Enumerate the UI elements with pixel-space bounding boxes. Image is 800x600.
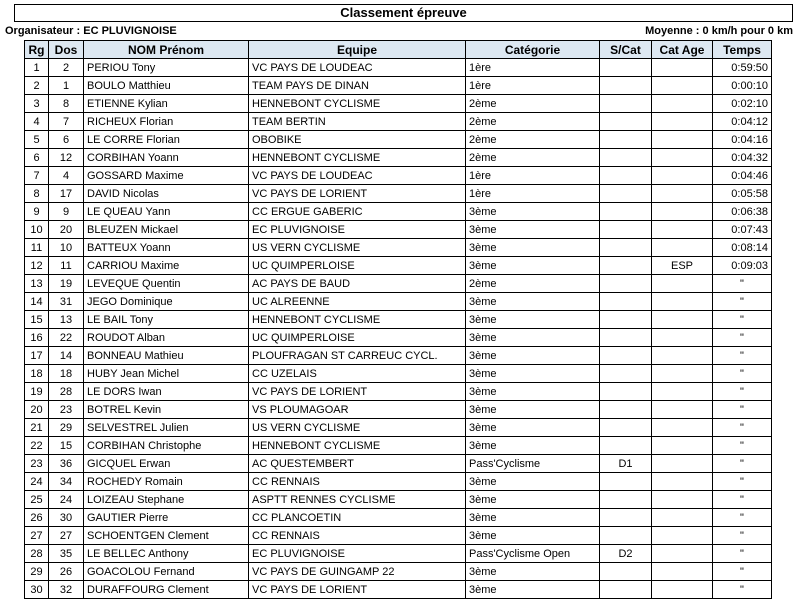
cell-dossard: 12 [49, 149, 84, 167]
cell-team: CC PLANCOETIN [249, 509, 466, 527]
cell-subcategory [600, 239, 652, 257]
cell-time: 0:09:03 [713, 257, 772, 275]
cell-subcategory [600, 77, 652, 95]
cell-age-category [652, 59, 713, 77]
table-row [25, 167, 772, 185]
table-row [25, 581, 772, 599]
cell-subcategory [600, 491, 652, 509]
cell-time: " [713, 293, 772, 311]
cell-category: 3ème [466, 311, 600, 329]
cell-team: HENNEBONT CYCLISME [249, 437, 466, 455]
cell-subcategory [600, 509, 652, 527]
cell-rank: 23 [25, 455, 49, 473]
table-row [25, 347, 772, 365]
table-row [25, 113, 772, 131]
cell-subcategory: D1 [600, 455, 652, 473]
cell-rank: 30 [25, 581, 49, 599]
table-row [25, 311, 772, 329]
cell-time: 0:02:10 [713, 95, 772, 113]
cell-dossard: 14 [49, 347, 84, 365]
cell-rank: 17 [25, 347, 49, 365]
cell-rank: 28 [25, 545, 49, 563]
cell-time: " [713, 401, 772, 419]
cell-time: 0:04:16 [713, 131, 772, 149]
cell-dossard: 7 [49, 113, 84, 131]
cell-time: 0:07:43 [713, 221, 772, 239]
cell-time: " [713, 509, 772, 527]
cell-category: 3ème [466, 257, 600, 275]
cell-age-category [652, 563, 713, 581]
table-row [25, 383, 772, 401]
cell-age-category [652, 293, 713, 311]
cell-team: ASPTT RENNES CYCLISME [249, 491, 466, 509]
cell-dossard: 4 [49, 167, 84, 185]
table-row [25, 275, 772, 293]
cell-time: " [713, 347, 772, 365]
cell-name: LOIZEAU Stephane [84, 491, 249, 509]
table-row [25, 419, 772, 437]
results-table [24, 40, 772, 599]
cell-subcategory [600, 167, 652, 185]
cell-category: 3ème [466, 473, 600, 491]
cell-time: " [713, 491, 772, 509]
cell-team: VC PAYS DE LOUDEAC [249, 167, 466, 185]
cell-dossard: 24 [49, 491, 84, 509]
cell-dossard: 29 [49, 419, 84, 437]
cell-team: OBOBIKE [249, 131, 466, 149]
cell-team: CC UZELAIS [249, 365, 466, 383]
cell-subcategory [600, 383, 652, 401]
cell-team: UC ALREENNE [249, 293, 466, 311]
table-header-row [25, 41, 772, 59]
cell-subcategory [600, 185, 652, 203]
column-header-dos: Dos [49, 41, 84, 59]
cell-age-category [652, 275, 713, 293]
cell-subcategory [600, 59, 652, 77]
cell-subcategory [600, 365, 652, 383]
cell-team: UC QUIMPERLOISE [249, 329, 466, 347]
cell-rank: 19 [25, 383, 49, 401]
cell-rank: 12 [25, 257, 49, 275]
cell-category: 3ème [466, 509, 600, 527]
cell-time: " [713, 581, 772, 599]
cell-name: GICQUEL Erwan [84, 455, 249, 473]
cell-subcategory [600, 257, 652, 275]
cell-dossard: 30 [49, 509, 84, 527]
cell-category: 3ème [466, 383, 600, 401]
cell-team: US VERN CYCLISME [249, 239, 466, 257]
cell-age-category [652, 419, 713, 437]
cell-subcategory [600, 95, 652, 113]
cell-name: LE QUEAU Yann [84, 203, 249, 221]
cell-dossard: 32 [49, 581, 84, 599]
cell-dossard: 17 [49, 185, 84, 203]
cell-name: LE BAIL Tony [84, 311, 249, 329]
cell-team: VC PAYS DE LORIENT [249, 185, 466, 203]
cell-time: " [713, 527, 772, 545]
cell-category: 2ème [466, 95, 600, 113]
cell-age-category [652, 401, 713, 419]
cell-category: 2ème [466, 131, 600, 149]
cell-dossard: 15 [49, 437, 84, 455]
cell-rank: 2 [25, 77, 49, 95]
cell-age-category: ESP [652, 257, 713, 275]
cell-rank: 10 [25, 221, 49, 239]
cell-dossard: 27 [49, 527, 84, 545]
cell-category: 3ème [466, 365, 600, 383]
cell-dossard: 9 [49, 203, 84, 221]
cell-subcategory [600, 347, 652, 365]
cell-subcategory [600, 329, 652, 347]
cell-name: BOULO Matthieu [84, 77, 249, 95]
cell-age-category [652, 329, 713, 347]
organisateur-label: Organisateur : EC PLUVIGNOISE [5, 25, 177, 37]
table-row [25, 131, 772, 149]
cell-name: HUBY Jean Michel [84, 365, 249, 383]
cell-time: " [713, 473, 772, 491]
cell-age-category [652, 383, 713, 401]
cell-rank: 21 [25, 419, 49, 437]
cell-rank: 8 [25, 185, 49, 203]
table-row [25, 203, 772, 221]
cell-dossard: 20 [49, 221, 84, 239]
cell-rank: 15 [25, 311, 49, 329]
cell-time: 0:04:12 [713, 113, 772, 131]
cell-name: SELVESTREL Julien [84, 419, 249, 437]
table-row [25, 473, 772, 491]
cell-team: US VERN CYCLISME [249, 419, 466, 437]
cell-age-category [652, 221, 713, 239]
cell-dossard: 31 [49, 293, 84, 311]
cell-category: 2ème [466, 113, 600, 131]
cell-subcategory: D2 [600, 545, 652, 563]
cell-category: 3ème [466, 221, 600, 239]
cell-time: 0:04:32 [713, 149, 772, 167]
cell-name: BLEUZEN Mickael [84, 221, 249, 239]
cell-rank: 22 [25, 437, 49, 455]
cell-rank: 9 [25, 203, 49, 221]
cell-name: PERIOU Tony [84, 59, 249, 77]
cell-dossard: 18 [49, 365, 84, 383]
cell-dossard: 26 [49, 563, 84, 581]
cell-category: Pass'Cyclisme Open [466, 545, 600, 563]
column-header-equipe: Equipe [249, 41, 466, 59]
table-row [25, 329, 772, 347]
table-body [25, 59, 772, 599]
cell-subcategory [600, 113, 652, 131]
cell-name: JEGO Dominique [84, 293, 249, 311]
cell-age-category [652, 473, 713, 491]
cell-rank: 20 [25, 401, 49, 419]
cell-subcategory [600, 437, 652, 455]
cell-team: UC QUIMPERLOISE [249, 257, 466, 275]
cell-dossard: 22 [49, 329, 84, 347]
cell-name: CORBIHAN Yoann [84, 149, 249, 167]
cell-team: CC RENNAIS [249, 527, 466, 545]
cell-subcategory [600, 311, 652, 329]
cell-age-category [652, 203, 713, 221]
cell-name: BATTEUX Yoann [84, 239, 249, 257]
cell-name: DAVID Nicolas [84, 185, 249, 203]
cell-time: 0:05:58 [713, 185, 772, 203]
table-row [25, 437, 772, 455]
cell-name: GOSSARD Maxime [84, 167, 249, 185]
cell-rank: 11 [25, 239, 49, 257]
cell-rank: 4 [25, 113, 49, 131]
cell-category: 3ème [466, 293, 600, 311]
cell-rank: 25 [25, 491, 49, 509]
table-row [25, 95, 772, 113]
cell-time: 0:04:46 [713, 167, 772, 185]
table-row [25, 149, 772, 167]
cell-rank: 27 [25, 527, 49, 545]
cell-age-category [652, 185, 713, 203]
table-row [25, 77, 772, 95]
cell-dossard: 34 [49, 473, 84, 491]
cell-rank: 26 [25, 509, 49, 527]
cell-team: VS PLOUMAGOAR [249, 401, 466, 419]
cell-subcategory [600, 149, 652, 167]
cell-team: HENNEBONT CYCLISME [249, 149, 466, 167]
cell-name: GAUTIER Pierre [84, 509, 249, 527]
cell-dossard: 6 [49, 131, 84, 149]
cell-name: DURAFFOURG Clement [84, 581, 249, 599]
cell-team: AC QUESTEMBERT [249, 455, 466, 473]
cell-time: 0:59:50 [713, 59, 772, 77]
moyenne-label: Moyenne : 0 km/h pour 0 km [645, 25, 793, 37]
cell-name: CORBIHAN Christophe [84, 437, 249, 455]
cell-category: 3ème [466, 437, 600, 455]
cell-subcategory [600, 203, 652, 221]
table-row [25, 563, 772, 581]
cell-rank: 6 [25, 149, 49, 167]
cell-dossard: 11 [49, 257, 84, 275]
cell-age-category [652, 239, 713, 257]
cell-name: LE BELLEC Anthony [84, 545, 249, 563]
cell-subcategory [600, 527, 652, 545]
cell-team: HENNEBONT CYCLISME [249, 95, 466, 113]
cell-name: ETIENNE Kylian [84, 95, 249, 113]
cell-team: TEAM PAYS DE DINAN [249, 77, 466, 95]
cell-subcategory [600, 131, 652, 149]
cell-time: " [713, 329, 772, 347]
table-row [25, 545, 772, 563]
cell-rank: 5 [25, 131, 49, 149]
cell-subcategory [600, 581, 652, 599]
cell-subcategory [600, 293, 652, 311]
cell-time: " [713, 383, 772, 401]
cell-team: VC PAYS DE GUINGAMP 22 [249, 563, 466, 581]
cell-rank: 13 [25, 275, 49, 293]
cell-age-category [652, 509, 713, 527]
cell-category: 3ème [466, 347, 600, 365]
cell-team: EC PLUVIGNOISE [249, 545, 466, 563]
cell-rank: 29 [25, 563, 49, 581]
cell-rank: 16 [25, 329, 49, 347]
cell-category: Pass'Cyclisme [466, 455, 600, 473]
table-row [25, 185, 772, 203]
column-header-temps: Temps [713, 41, 772, 59]
table-row [25, 455, 772, 473]
cell-age-category [652, 131, 713, 149]
cell-name: LEVEQUE Quentin [84, 275, 249, 293]
table-row [25, 491, 772, 509]
cell-age-category [652, 581, 713, 599]
cell-age-category [652, 491, 713, 509]
cell-rank: 1 [25, 59, 49, 77]
cell-team: PLOUFRAGAN ST CARREUC CYCL. [249, 347, 466, 365]
table-row [25, 293, 772, 311]
cell-age-category [652, 149, 713, 167]
cell-rank: 18 [25, 365, 49, 383]
cell-time: " [713, 437, 772, 455]
cell-time: " [713, 563, 772, 581]
cell-age-category [652, 167, 713, 185]
table-row [25, 257, 772, 275]
cell-name: CARRIOU Maxime [84, 257, 249, 275]
table-row [25, 365, 772, 383]
cell-category: 2ème [466, 275, 600, 293]
table-row [25, 401, 772, 419]
table-row [25, 527, 772, 545]
cell-category: 1ère [466, 167, 600, 185]
cell-dossard: 35 [49, 545, 84, 563]
cell-name: RICHEUX Florian [84, 113, 249, 131]
cell-category: 3ème [466, 401, 600, 419]
cell-team: TEAM BERTIN [249, 113, 466, 131]
cell-dossard: 19 [49, 275, 84, 293]
cell-subcategory [600, 221, 652, 239]
cell-category: 1ère [466, 59, 600, 77]
table-row [25, 59, 772, 77]
cell-team: VC PAYS DE LORIENT [249, 581, 466, 599]
cell-category: 1ère [466, 77, 600, 95]
cell-dossard: 23 [49, 401, 84, 419]
cell-subcategory [600, 401, 652, 419]
cell-name: LE CORRE Florian [84, 131, 249, 149]
cell-time: " [713, 311, 772, 329]
cell-subcategory [600, 563, 652, 581]
cell-time: " [713, 365, 772, 383]
page-title: Classement épreuve [14, 4, 793, 22]
cell-dossard: 13 [49, 311, 84, 329]
cell-time: 0:06:38 [713, 203, 772, 221]
cell-category: 3ème [466, 491, 600, 509]
cell-dossard: 1 [49, 77, 84, 95]
cell-dossard: 8 [49, 95, 84, 113]
column-header-rg: Rg [25, 41, 49, 59]
cell-dossard: 36 [49, 455, 84, 473]
cell-team: EC PLUVIGNOISE [249, 221, 466, 239]
cell-rank: 14 [25, 293, 49, 311]
cell-name: ROCHEDY Romain [84, 473, 249, 491]
cell-rank: 24 [25, 473, 49, 491]
table-row [25, 239, 772, 257]
cell-rank: 3 [25, 95, 49, 113]
column-header-scat: S/Cat [600, 41, 652, 59]
cell-category: 1ère [466, 185, 600, 203]
cell-age-category [652, 455, 713, 473]
cell-name: ROUDOT Alban [84, 329, 249, 347]
cell-age-category [652, 77, 713, 95]
cell-team: HENNEBONT CYCLISME [249, 311, 466, 329]
cell-time: " [713, 275, 772, 293]
column-header-catage: Cat Age [652, 41, 713, 59]
cell-team: AC PAYS DE BAUD [249, 275, 466, 293]
cell-name: LE DORS Iwan [84, 383, 249, 401]
cell-age-category [652, 545, 713, 563]
cell-team: VC PAYS DE LOUDEAC [249, 59, 466, 77]
cell-time: " [713, 455, 772, 473]
cell-category: 2ème [466, 149, 600, 167]
cell-time: " [713, 545, 772, 563]
cell-age-category [652, 113, 713, 131]
cell-category: 3ème [466, 203, 600, 221]
cell-category: 3ème [466, 527, 600, 545]
info-row [5, 24, 793, 39]
cell-subcategory [600, 275, 652, 293]
cell-category: 3ème [466, 419, 600, 437]
cell-time: " [713, 419, 772, 437]
cell-age-category [652, 95, 713, 113]
cell-rank: 7 [25, 167, 49, 185]
cell-age-category [652, 437, 713, 455]
cell-team: VC PAYS DE LORIENT [249, 383, 466, 401]
cell-dossard: 2 [49, 59, 84, 77]
cell-team: CC RENNAIS [249, 473, 466, 491]
cell-age-category [652, 311, 713, 329]
cell-name: BOTREL Kevin [84, 401, 249, 419]
cell-name: BONNEAU Mathieu [84, 347, 249, 365]
cell-dossard: 28 [49, 383, 84, 401]
cell-name: GOACOLOU Fernand [84, 563, 249, 581]
cell-name: SCHOENTGEN Clement [84, 527, 249, 545]
table-row [25, 221, 772, 239]
cell-subcategory [600, 473, 652, 491]
table-row [25, 509, 772, 527]
cell-category: 3ème [466, 563, 600, 581]
cell-time: 0:00:10 [713, 77, 772, 95]
cell-age-category [652, 347, 713, 365]
cell-category: 3ème [466, 239, 600, 257]
cell-category: 3ème [466, 581, 600, 599]
cell-time: 0:08:14 [713, 239, 772, 257]
cell-category: 3ème [466, 329, 600, 347]
cell-team: CC ERGUE GABERIC [249, 203, 466, 221]
column-header-categorie: Catégorie [466, 41, 600, 59]
cell-dossard: 10 [49, 239, 84, 257]
cell-age-category [652, 527, 713, 545]
cell-age-category [652, 365, 713, 383]
column-header-nom: NOM Prénom [84, 41, 249, 59]
cell-subcategory [600, 419, 652, 437]
